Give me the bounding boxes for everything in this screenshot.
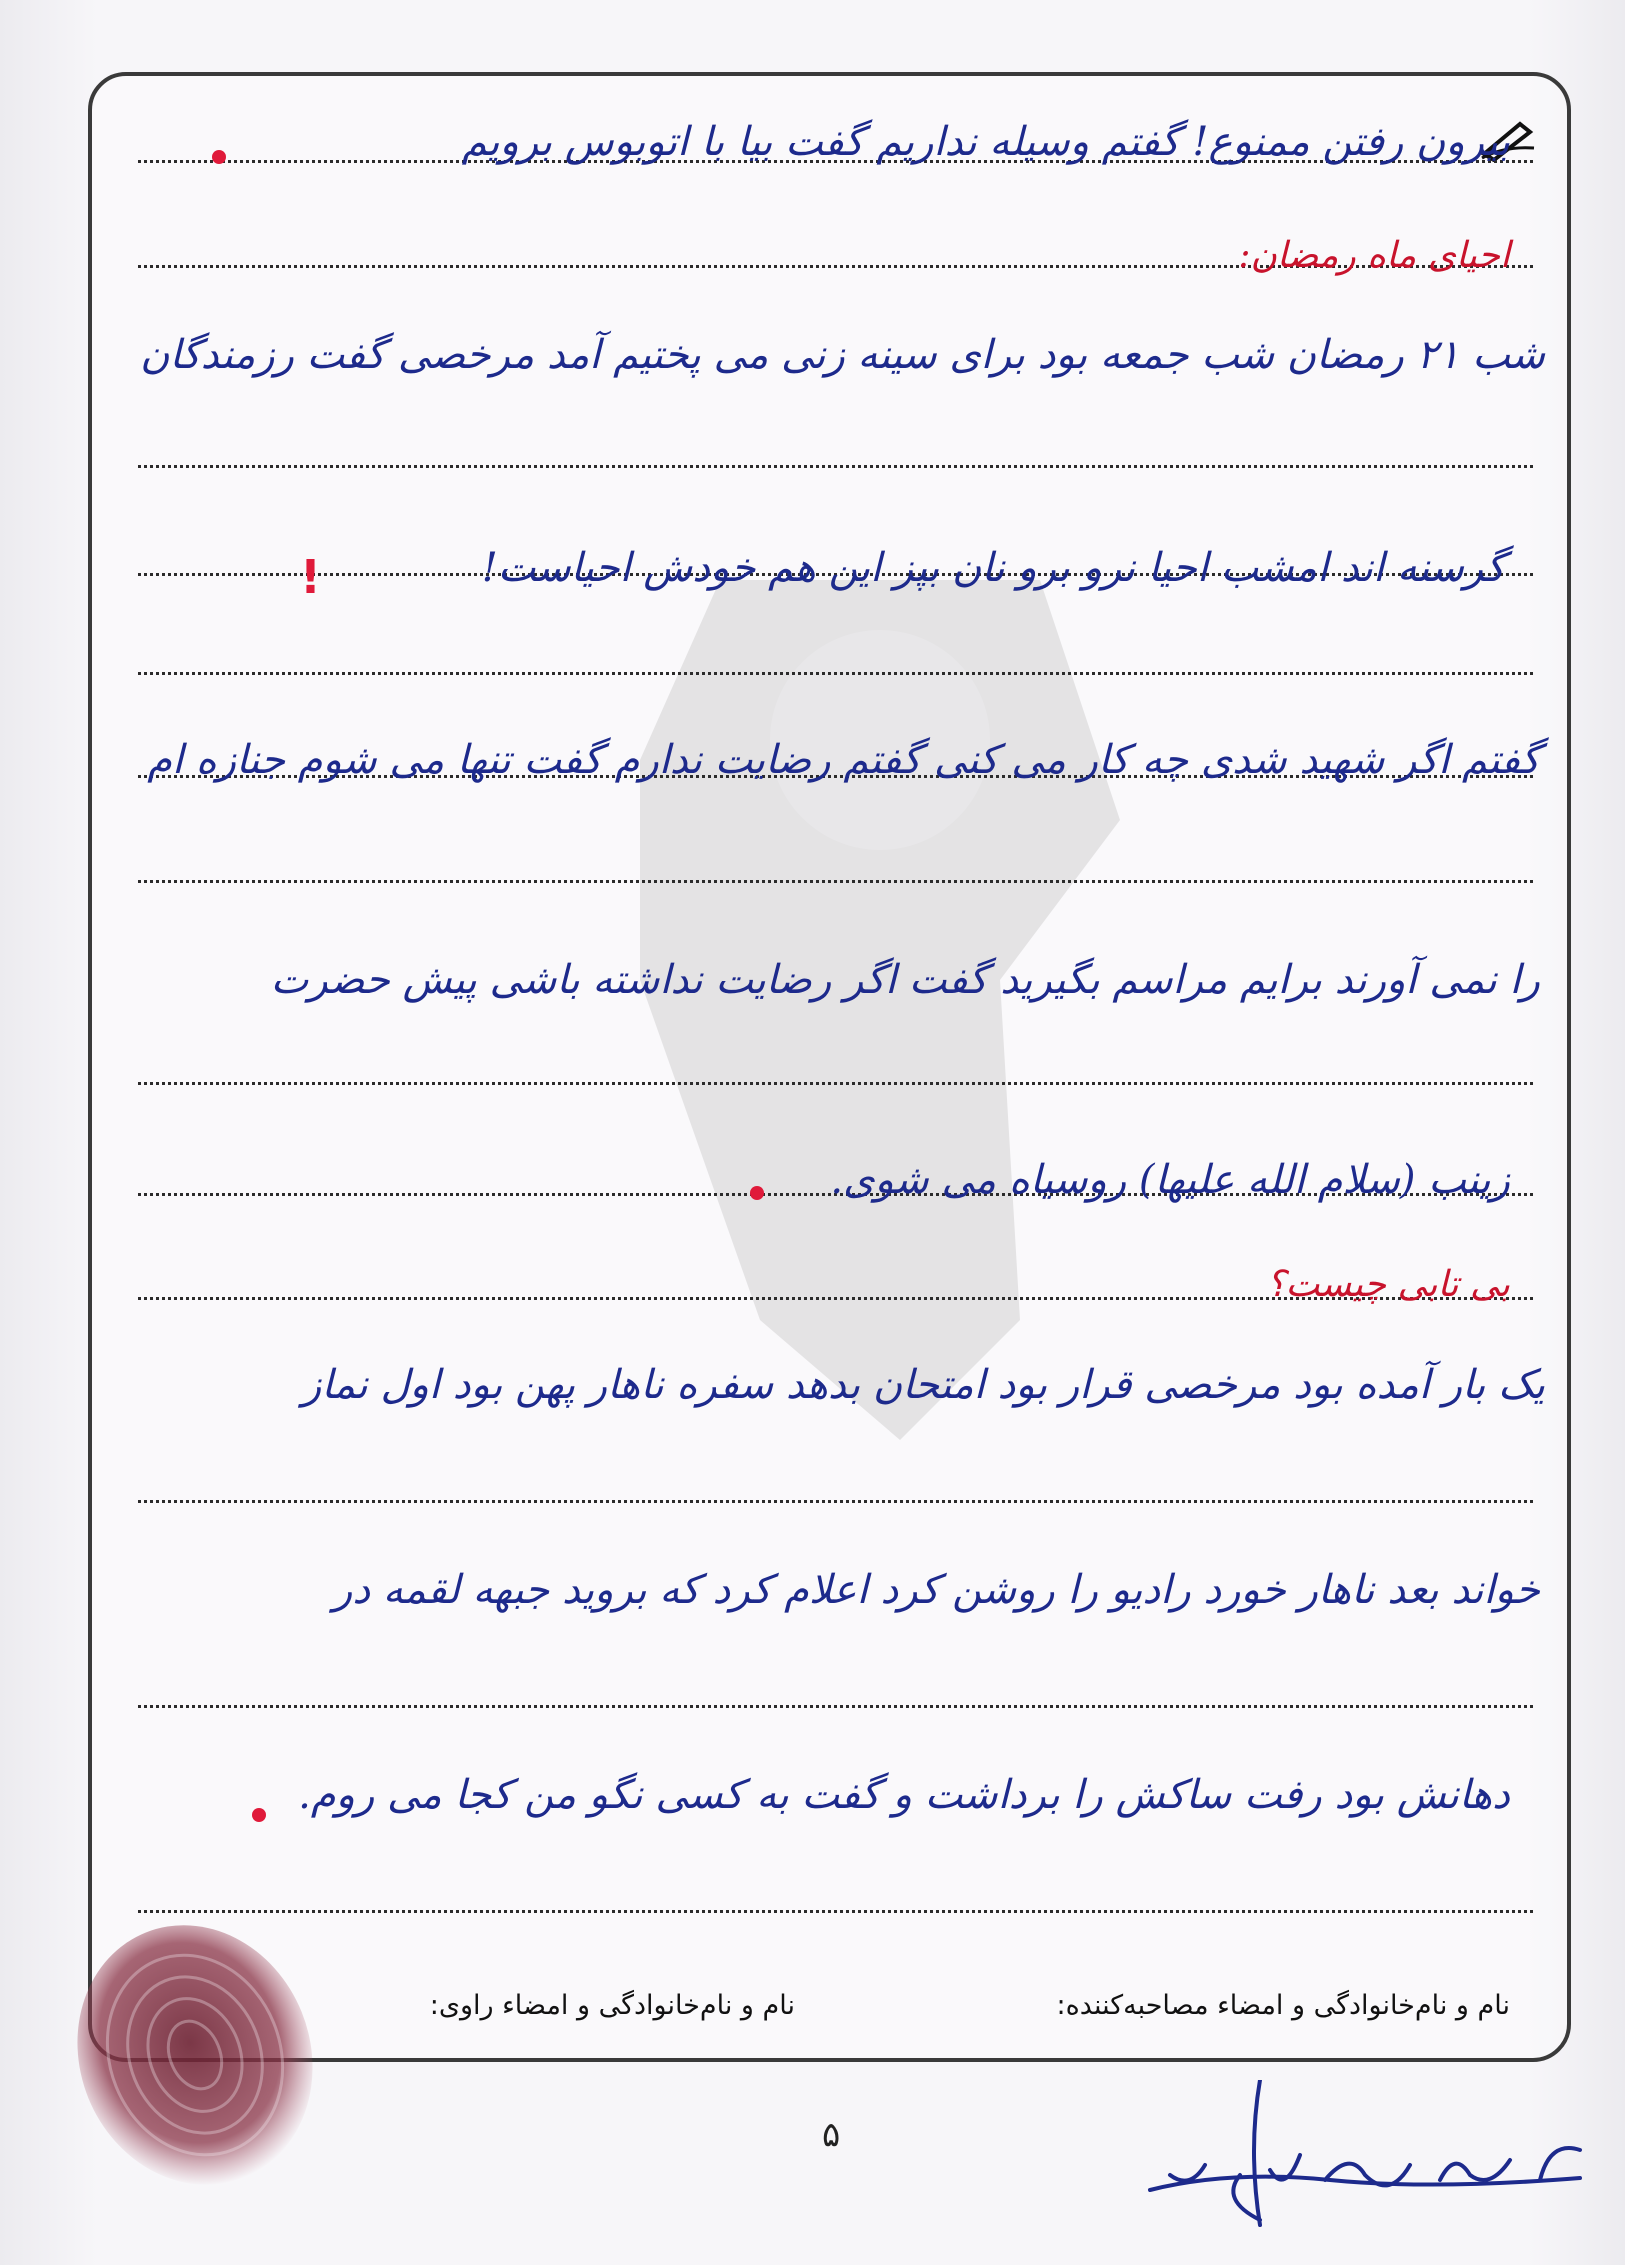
section-heading-ramadan-vigil: احیای ماه رمضان: xyxy=(1238,235,1510,276)
handwritten-line-3: گرسنه اند امشب احیا نرو برو نان بپز این هم خودش احیاست! xyxy=(481,545,1505,591)
ruled-line xyxy=(138,465,1533,468)
ruled-line xyxy=(138,672,1533,675)
red-exclamation-mark: ! xyxy=(300,550,321,604)
handwritten-line-1: بیرون رفتن ممنوع! گفتم وسیله نداریم گفت بیا با اتوبوس برویم xyxy=(461,119,1510,165)
handwritten-line-9: دهانش بود رفت ساکش را برداشت و گفت به کسی نگو من کجا می روم. xyxy=(298,1772,1510,1818)
ruled-line xyxy=(138,880,1533,883)
ruled-line xyxy=(138,1500,1533,1503)
handwritten-line-7: یک بار آمده بود مرخصی قرار بود امتحان بدهد سفره ناهار پهن بود اول نماز xyxy=(302,1362,1545,1408)
red-dot-mark xyxy=(750,1186,764,1200)
handwritten-line-4: گفتم اگر شهید شدی چه کار می کنی گفتم رضایت ندارم گفت تنها می شوم جنازه ام xyxy=(147,737,1540,783)
handwritten-line-5: را نمی آورند برایم مراسم بگیرید گفت اگر رضایت نداشته باشی پیش حضرت xyxy=(270,957,1540,1003)
interviewer-signature-label: نام و نام‌خانوادگی و امضاء مصاحبه‌کننده: xyxy=(1056,1990,1510,2021)
ruled-line xyxy=(138,1705,1533,1708)
handwritten-line-8: خواند بعد ناهار خورد رادیو را روشن کرد اعلام کرد که بروید جبهه لقمه در xyxy=(333,1567,1540,1613)
section-heading-restlessness: بی تابی چیست؟ xyxy=(1266,1264,1510,1305)
handwritten-line-6: زینب (سلام الله علیها) روسیاه می شوی. xyxy=(830,1157,1510,1203)
red-dot-mark xyxy=(252,1808,266,1822)
ruled-line xyxy=(138,1910,1533,1913)
red-dot-mark xyxy=(212,150,226,164)
handwritten-signature xyxy=(1110,2080,1610,2240)
ruled-line xyxy=(138,1082,1533,1085)
fingerprint-stamp xyxy=(60,1910,330,2200)
narrator-signature-label: نام و نام‌خانوادگی و امضاء راوی: xyxy=(429,1990,795,2021)
handwritten-line-2: شب ۲۱ رمضان شب جمعه بود برای سینه زنی می پختیم آمد مرخصی گفت رزمندگان xyxy=(140,332,1545,378)
emblem-watermark xyxy=(600,560,1160,1460)
page-number: ۵ xyxy=(822,2115,841,2155)
